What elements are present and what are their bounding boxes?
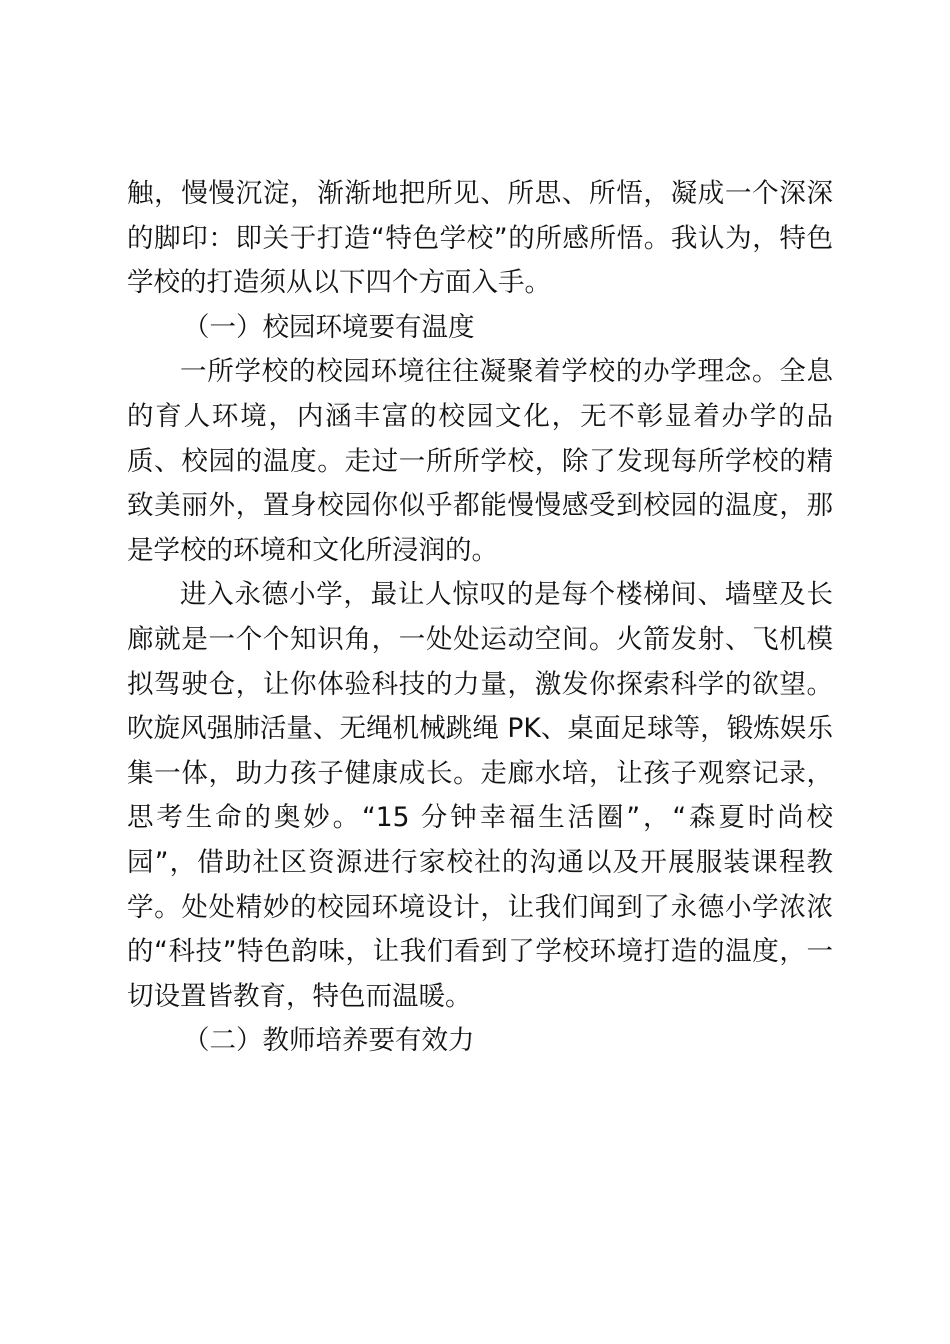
section-heading-1: （一）校园环境要有温度	[183, 311, 475, 343]
section-heading-2: （二）教师培养要有效力	[183, 1025, 475, 1057]
document-body	[127, 172, 833, 1064]
paragraph-continuation: 触，慢慢沉淀，渐渐地把所见、所思、所悟，凝成一个深深的脚印：即关于打造“特色学校”的所感所悟。我认为，特色学校的打造须从以下四个方面入手。	[127, 178, 833, 299]
paragraph-yongde-school: 进入永德小学，最让人惊叹的是每个楼梯间、墙壁及长廊就是一个个知识角，一处处运动空间。火箭发射、飞机模拟驾驶仓，让你体验科技的力量，激发你探索科学的欲望。吹旋风强肺活量、无绳机械跳绳 PK、桌面足球等，锻炼娱乐集一体，助力孩子健康成长。走廊水培，让孩子观察记录，思考生命的奥妙。“15 分钟幸福生活圈”，“森夏时尚校园”，借助社区资源进行家校社的沟通以及开展服装课程教学。处处精妙的校园环境设计，让我们闻到了永德小学浓浓的“科技”特色韵味，让我们看到了学校环境打造的温度，一切设置皆教育，特色而温暖。	[127, 579, 833, 1012]
paragraph-campus-environment: 一所学校的校园环境往往凝聚着学校的办学理念。全息的育人环境，内涵丰富的校园文化，无不彰显着办学的品质、校园的温度。走过一所所学校，除了发现每所学校的精致美丽外，置身校园你似乎都能慢慢感受到校园的温度，那是学校的环境和文化所浸润的。	[127, 356, 833, 566]
